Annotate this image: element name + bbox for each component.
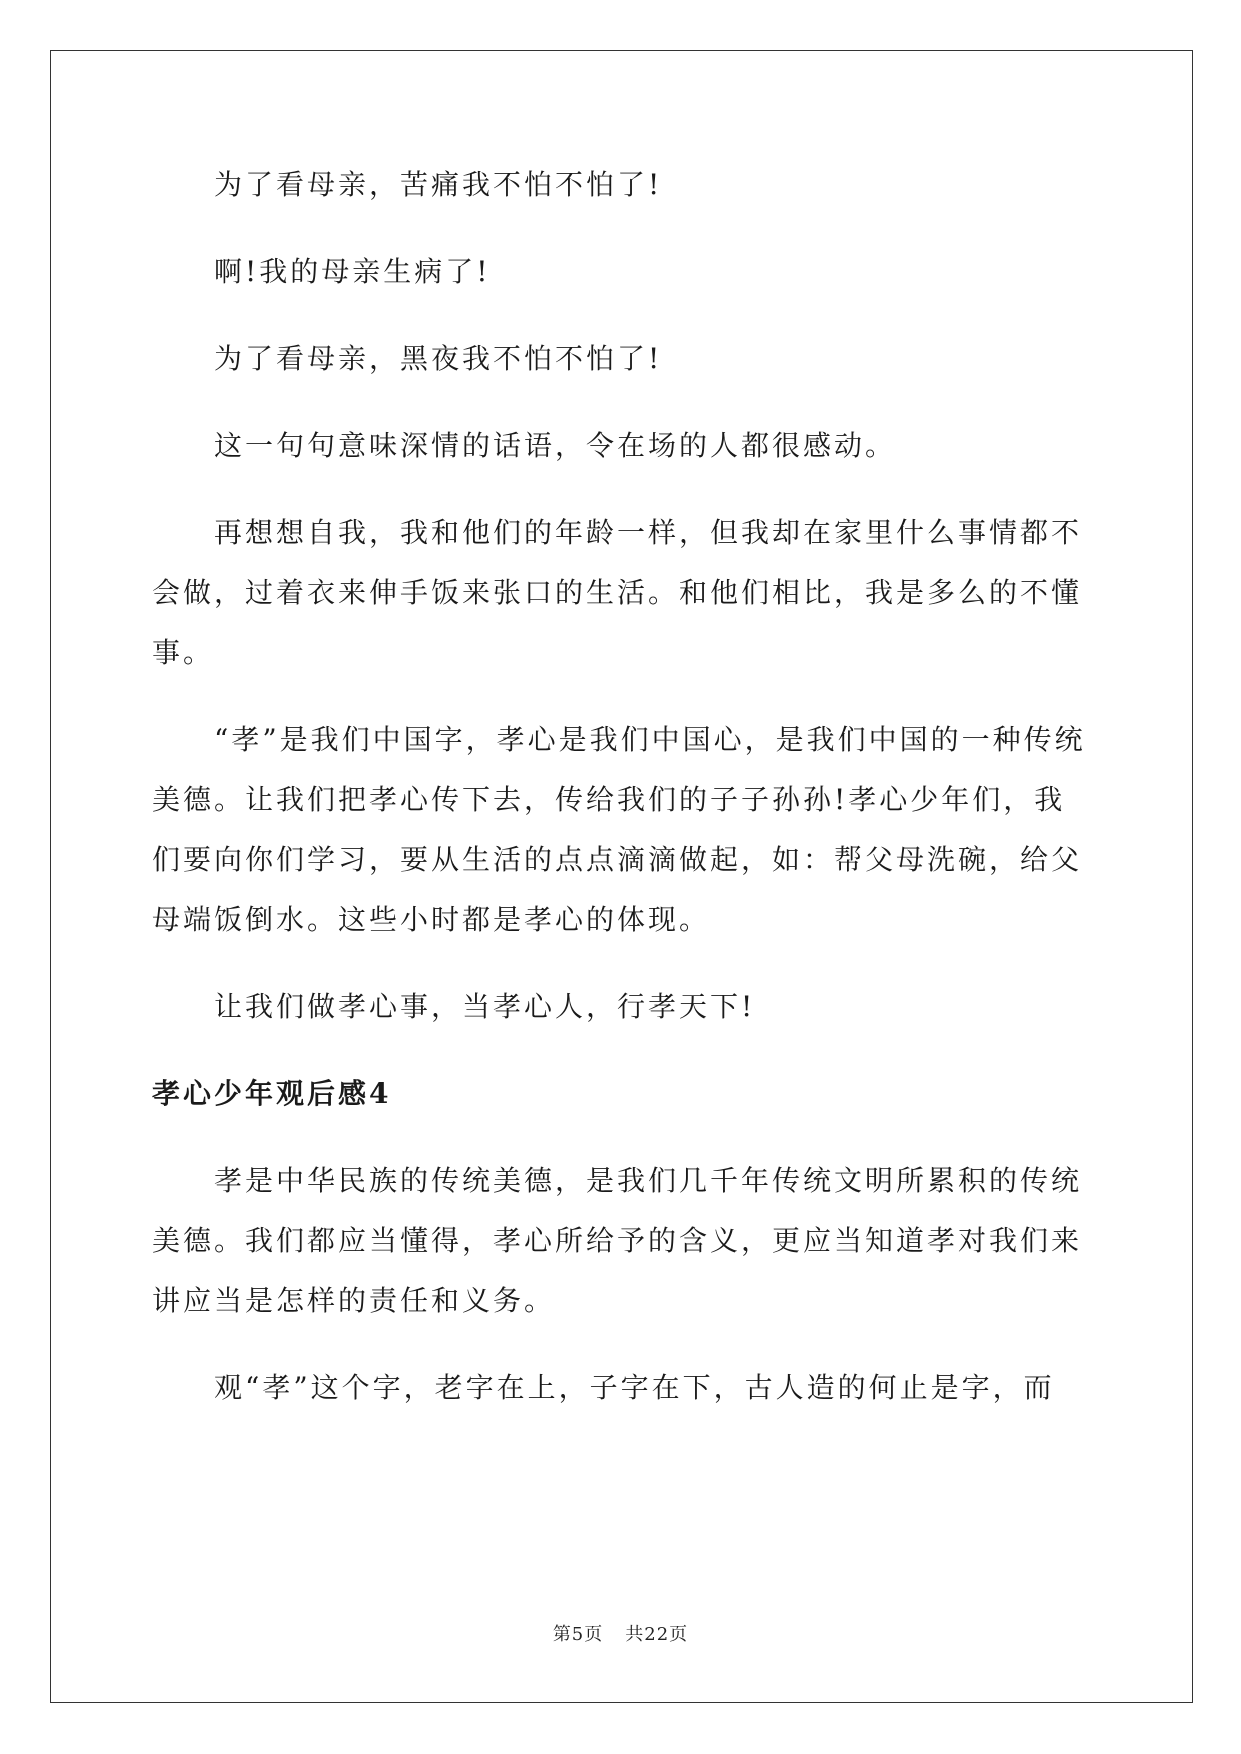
- paragraph: 孝是中华民族的传统美德，是我们几千年传统文明所累积的传统美德。我们都应当懂得，孝心所给予的含义，更应当知道孝对我们来讲应当是怎样的责任和义务。: [152, 1164, 1083, 1317]
- paragraph: 这一句句意味深情的话语，令在场的人都很感动。: [214, 429, 897, 462]
- paragraph: 观“孝”这个字，老字在上，子字在下，古人造的何止是字，而: [214, 1371, 1055, 1404]
- section-heading: 孝心少年观后感4: [152, 1077, 392, 1110]
- paragraph: “孝”是我们中国字，孝心是我们中国心，是我们中国的一种传统美德。让我们把孝心传下去，传给我们的子子孙孙!孝心少年们，我们要向你们学习，要从生活的点点滴滴做起，如：帮父母洗碗，给父母端饭倒水。这些小时都是孝心的体现。: [152, 723, 1086, 936]
- paragraph: 啊!我的母亲生病了!: [214, 255, 491, 288]
- paragraph: 为了看母亲，黑夜我不怕不怕了!: [214, 342, 663, 375]
- page-total: 共22页: [625, 1624, 689, 1645]
- document-body: [152, 155, 1092, 1445]
- paragraph: 为了看母亲，苦痛我不怕不怕了!: [214, 168, 663, 201]
- page-number: 第5页: [552, 1624, 604, 1645]
- paragraph: 再想想自我，我和他们的年龄一样，但我却在家里什么事情都不会做，过着衣来伸手饭来张口的生活。和他们相比，我是多么的不懂事。: [152, 516, 1083, 669]
- page-footer: [0, 1620, 1241, 1646]
- paragraph: 让我们做孝心事，当孝心人，行孝天下!: [214, 990, 756, 1023]
